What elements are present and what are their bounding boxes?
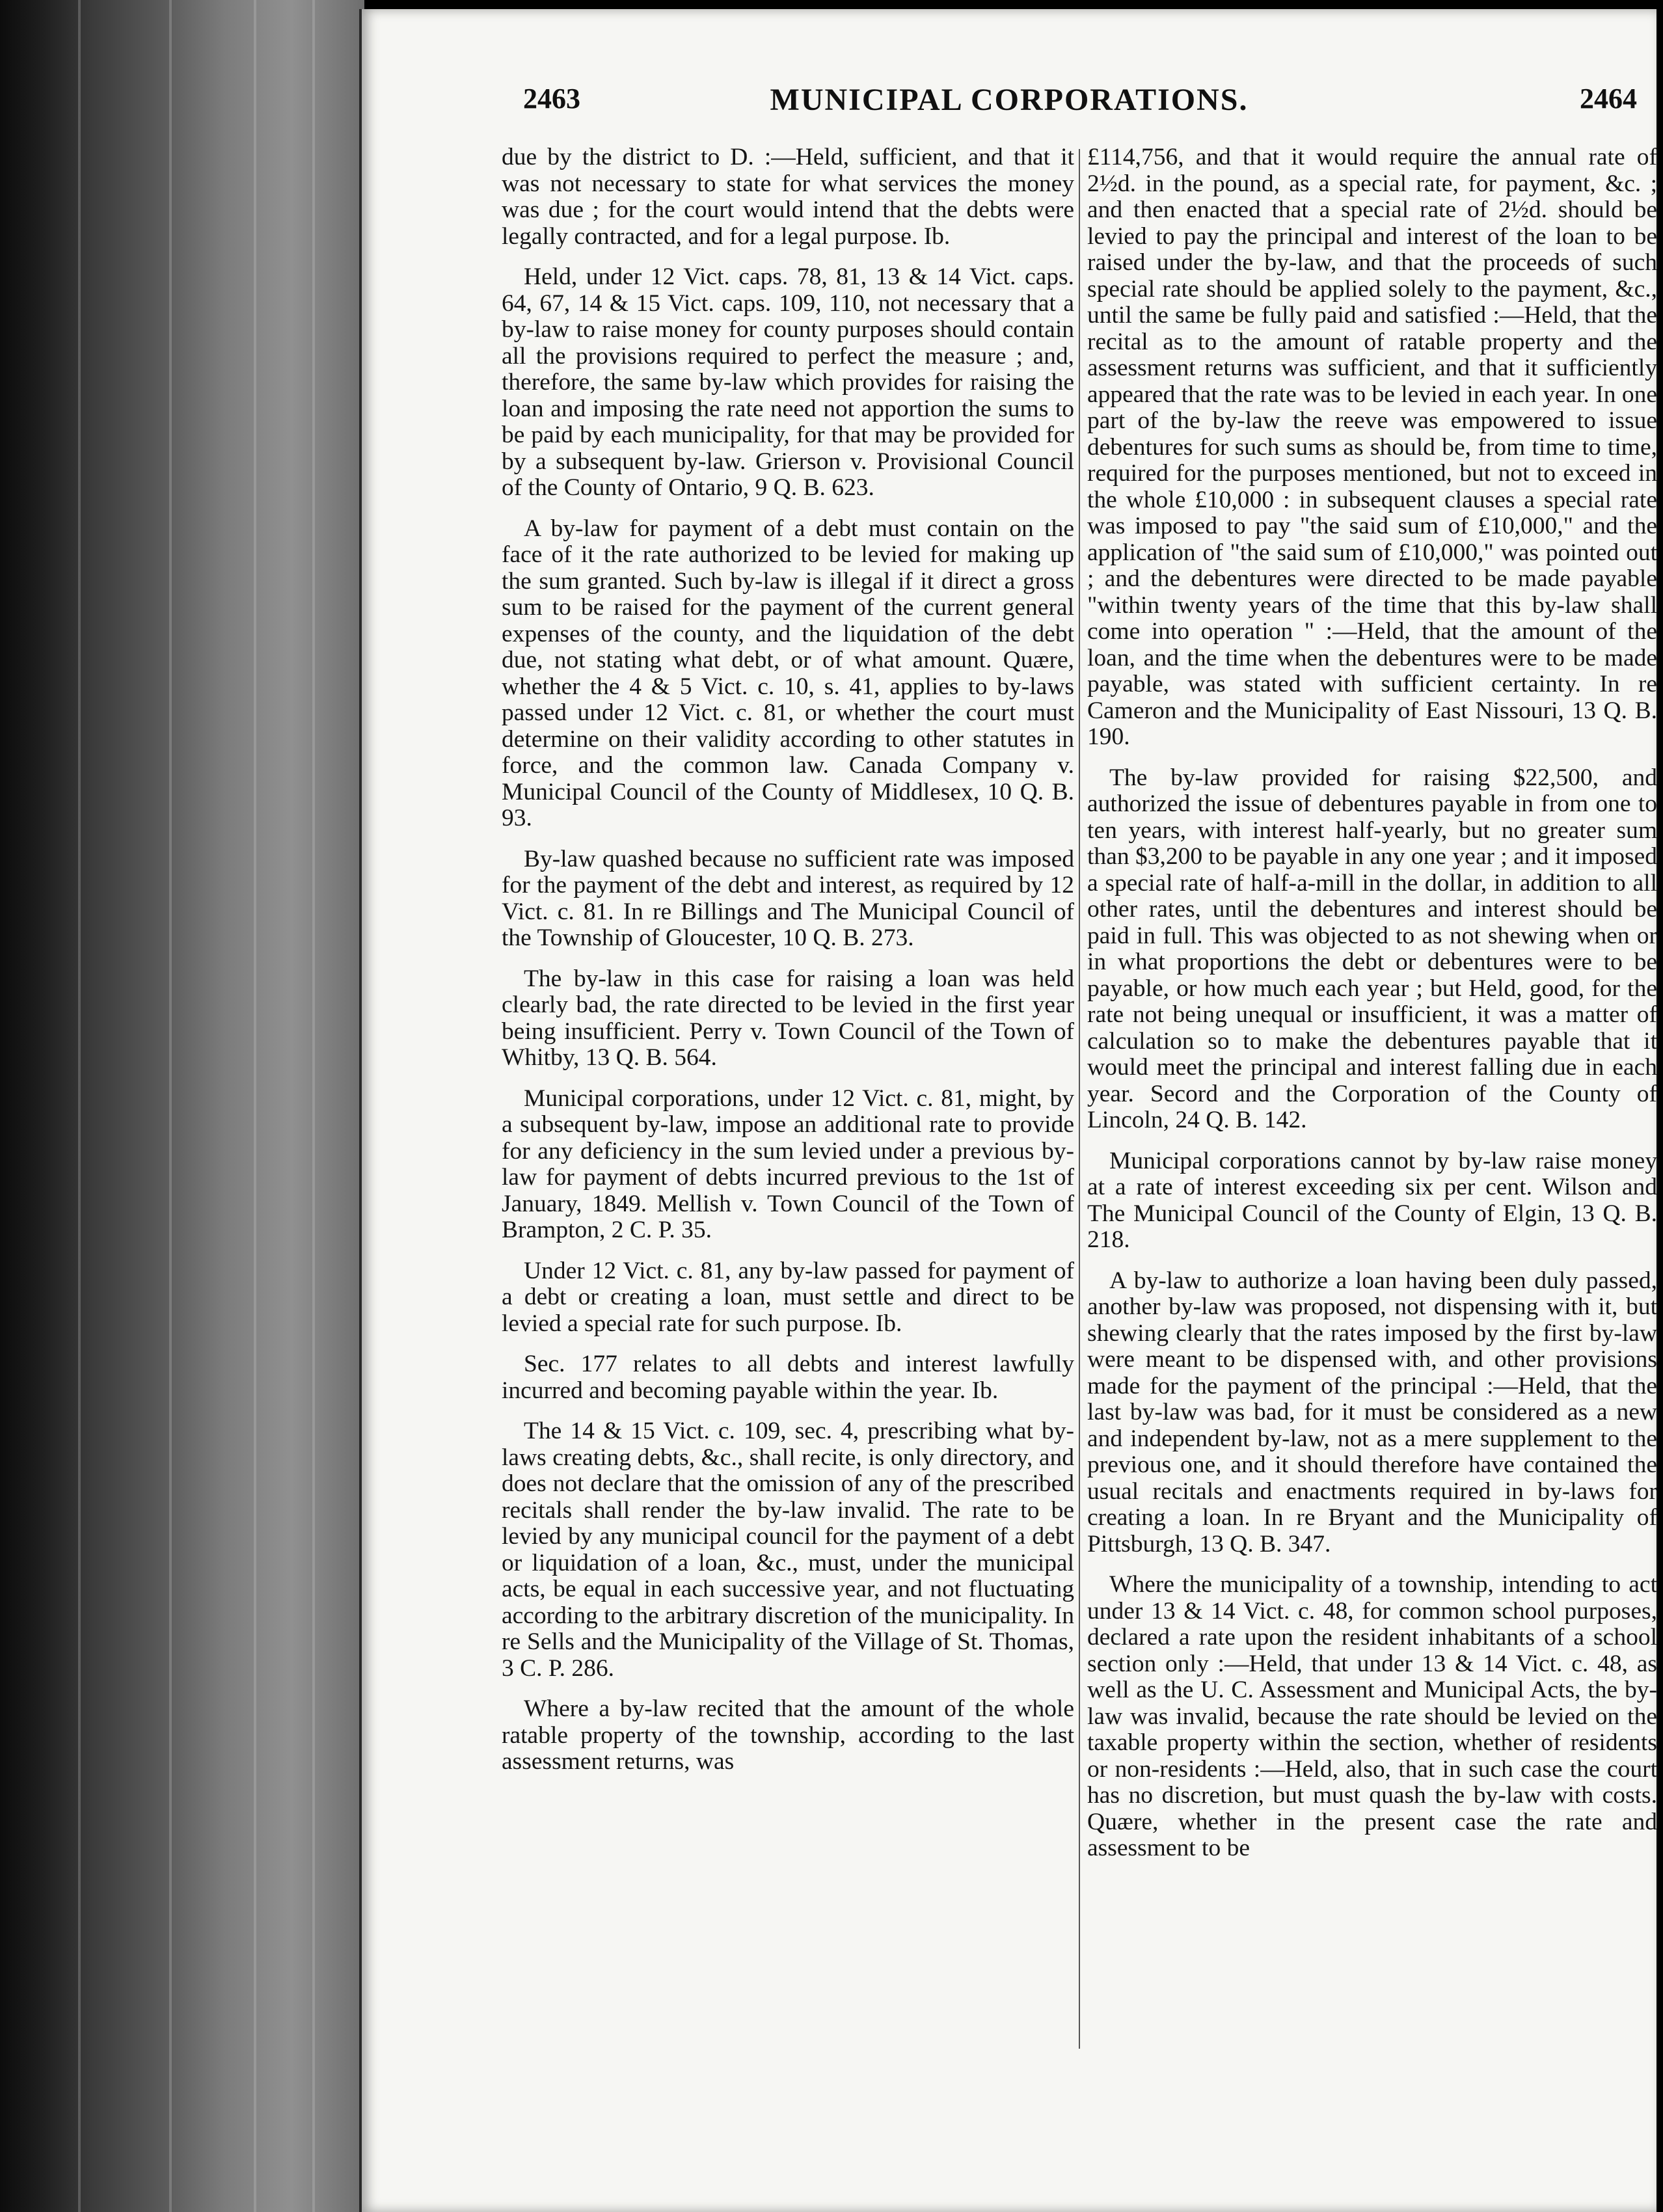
column-divider — [1079, 149, 1080, 2049]
paragraph: Held, under 12 Vict. caps. 78, 81, 13 & 14 Vict. caps. 64, 67, 14 & 15 Vict. caps. 109, 110, not necessary that a by-law to raise money for county purposes should contain all the provisions required to perfect the measure ; and, therefore, the same by-law which provides for raising the loan and imposing the rate need not apportion the sums to be paid by each municipality, for that may be provided for by a subsequent by-law. Grierson v. Provisional Council of the County of Ontario, 9 Q. B. 623. — [502, 263, 1074, 501]
paragraph: Where a by-law recited that the amount of the whole ratable property of the township, according to the last assessment returns, was — [502, 1695, 1074, 1775]
page-header — [362, 82, 1656, 128]
left-column — [502, 144, 1074, 1790]
paragraph: A by-law to authorize a loan having been duly passed, another by-law was proposed, not dispensing with it, but shewing clearly that the rates imposed by the first by-law were meant to be dispensed with, and other provisions made for the payment of the principal :—Held, that the last by-law was bad, for it must be considered as a new and independent by-law, not as a mere supplement to the previous one, and it should therefore have contained the usual recitals and enactments required in by-laws for creating a loan. In re Bryant and the Municipality of Pittsburgh, 13 Q. B. 347. — [1087, 1267, 1657, 1558]
paragraph: Sec. 177 relates to all debts and interest lawfully incurred and becoming payable within the year. Ib. — [502, 1351, 1074, 1404]
paragraph: Municipal corporations, under 12 Vict. c. 81, might, by a subsequent by-law, impose an additional rate to provide for any deficiency in the sum levied under a previous by-law for payment of debts incurred previous to the 1st of January, 1849. Mellish v. Town Council of the Town of Brampton, 2 C. P. 35. — [502, 1085, 1074, 1243]
paragraph: By-law quashed because no sufficient rate was imposed for the payment of the debt and interest, as required by 12 Vict. c. 81. In re Billings and The Municipal Council of the Township of Gloucester, 10 Q. B. 273. — [502, 845, 1074, 951]
paragraph: Under 12 Vict. c. 81, any by-law passed for payment of a debt or creating a loan, must settle and direct to be levied a special rate for such purpose. Ib. — [502, 1257, 1074, 1337]
book-page — [359, 9, 1656, 2212]
right-column — [1087, 144, 1657, 1876]
paragraph: due by the district to D. :—Held, sufficient, and that it was not necessary to state for what services the money was due ; for the court would intend that the debts were legally contracted, and for a legal purpose. Ib. — [502, 144, 1074, 250]
paragraph: Where the municipality of a township, intending to act under 13 & 14 Vict. c. 48, for common school purposes, declared a rate upon the resident inhabitants of a school section only :—Held, that under 13 & 14 Vict. c. 48, as well as the U. C. Assessment and Municipal Acts, the by-law was invalid, because the rate should be levied on the taxable property within the section, whether of residents or non-residents :—Held, also, that in such case the court has no discretion, but must quash the by-law with costs. Quære, whether in the present case the rate and assessment to be — [1087, 1571, 1657, 1861]
paragraph: The 14 & 15 Vict. c. 109, sec. 4, prescribing what by-laws creating debts, &c., shall recite, is only directory, and does not declare that the omission of any of the prescribed recitals shall render the by-law invalid. The rate to be levied by any municipal council for the payment of a debt or liquidation of a loan, &c., must, under the municipal acts, be equal in each successive year, and not fluctuating according to the arbitrary discretion of the municipality. In re Sells and the Municipality of the Village of St. Thomas, 3 C. P. 286. — [502, 1418, 1074, 1682]
left-page-number: 2463 — [523, 83, 580, 115]
paragraph: £114,756, and that it would require the annual rate of 2½d. in the pound, as a special rate, for payment, &c. ; and then enacted that a special rate of 2½d. should be levied to pay the principal and interest of the loan to be raised under the by-law, and that the proceeds of such special rate should be applied solely to the payment, &c., until the same be fully paid and satisfied :—Held, that the recital as to the amount of ratable property and the assessment returns was sufficient, and that it sufficiently appeared that the rate was to be levied in each year. In one part of the by-law the reeve was empowered to issue debentures for such sums as should be, from time to time, required for the purposes mentioned, but not to exceed in the whole £10,000 : in subsequent clauses a special rate was imposed to pay "the said sum of £10,000," and the application of "the said sum of £10,000," was pointed out ; and the debentures were directed to be made payable "within twenty years of the time that this by-law shall come into operation " :—Held, that the amount of the loan, and the time when the debentures were to be made payable, was stated with sufficient certainty. In re Cameron and the Municipality of East Nissouri, 13 Q. B. 190. — [1087, 144, 1657, 750]
paragraph: The by-law in this case for raising a loan was held clearly bad, the rate directed to be levied in the first year being insufficient. Perry v. Town Council of the Town of Whitby, 13 Q. B. 564. — [502, 965, 1074, 1071]
paragraph: The by-law provided for raising $22,500, and authorized the issue of debentures payable in from one to ten years, with interest half-yearly, but no greater sum than $3,200 to be payable in any one year ; and it imposed a special rate of half-a-mill in the dollar, in addition to all other rates, until the debentures and interest should be paid in full. This was objected to as not shewing when or in what proportions the debt or debentures were to be payable, or how much each year ; but Held, good, for the rate not being unequal or insufficient, it was a matter of calculation so to make the debentures payable that it would meet the principal and interest falling due in each year. Secord and the Corporation of the County of Lincoln, 24 Q. B. 142. — [1087, 764, 1657, 1133]
book-spine — [0, 0, 364, 2212]
paragraph: A by-law for payment of a debt must contain on the face of it the rate authorized to be levied for making up the sum granted. Such by-law is illegal if it direct a gross sum to be raised for the payment of the current general expenses of the county, and the liquidation of the debt due, not stating what debt, or of what amount. Quære, whether the 4 & 5 Vict. c. 10, s. 41, applies to by-laws passed under 12 Vict. c. 81, or whether the court must determine on their validity according to other statutes in force, and the common law. Canada Company v. Municipal Council of the County of Middlesex, 10 Q. B. 93. — [502, 515, 1074, 831]
running-title: MUNICIPAL CORPORATIONS. — [770, 83, 1249, 117]
right-page-number: 2464 — [1580, 83, 1637, 115]
paragraph: Municipal corporations cannot by by-law raise money at a rate of interest exceeding six per cent. Wilson and The Municipal Council of the County of Elgin, 13 Q. B. 218. — [1087, 1147, 1657, 1253]
